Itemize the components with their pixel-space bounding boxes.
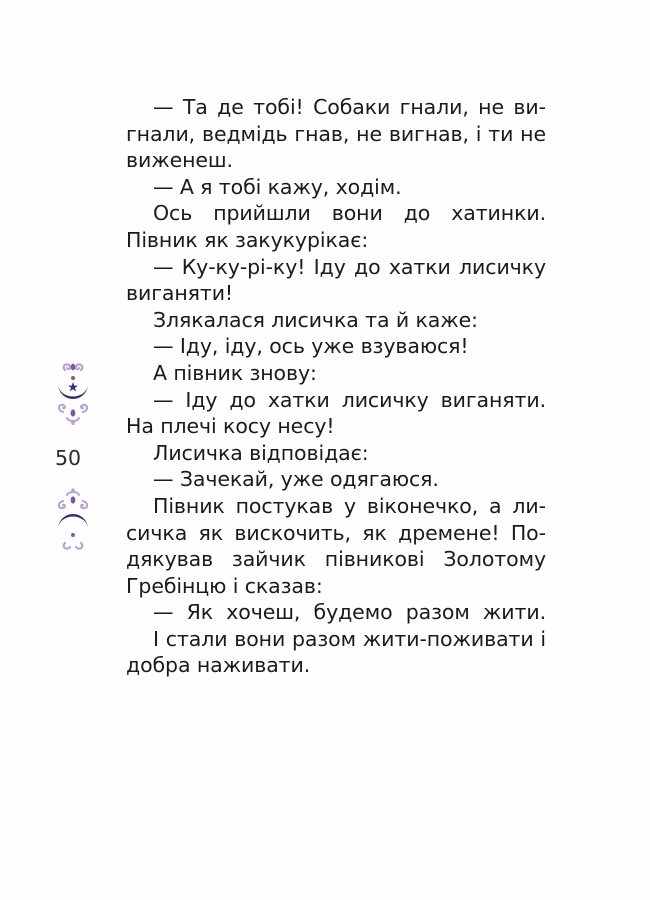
story-text	[126, 94, 546, 679]
paragraph-10: — Зачекай, уже одягаюся.	[153, 467, 439, 492]
paragraph-12: — Як хочеш, будемо разом жити.	[153, 600, 546, 625]
paragraph-8: — Іду до хатки лисичку виганяти. На плечі косу несу!	[126, 387, 546, 439]
crescent-moon-ornament-icon	[49, 360, 97, 426]
paragraph-9: Лисичка відповідає:	[153, 440, 369, 465]
paragraph-5: Злякалася лисичка та й каже:	[153, 307, 478, 332]
crescent-moon-ornament-icon	[49, 487, 97, 553]
paragraph-2: — А я тобі кажу, ходім.	[153, 174, 402, 199]
page-number: 50	[55, 446, 82, 470]
paragraph-11: Півник постукав у віконечко, а лисичка як вискочить, як дремене! Подякував зайчик півникові Золотому Гребінцю і сказав:	[126, 493, 546, 598]
paragraph-3: Ось прийшли вони до хатинки. Півник як закукурікає:	[126, 201, 546, 252]
paragraph-7: А півник знову:	[153, 360, 317, 385]
paragraph-13: І стали вони разом жити-поживати і добра наживати.	[126, 626, 546, 678]
paragraph-1: — Та де тобі! Собаки гнали, не вигнали, ведмідь гнав, не вигнав, і ти не виженеш.	[126, 95, 546, 173]
paragraph-4: — Ку-ку-рі-ку! Іду до хатки лисичку виганяти!	[126, 254, 546, 306]
paragraph-6: — Іду, іду, ось уже взуваюся!	[153, 334, 469, 359]
